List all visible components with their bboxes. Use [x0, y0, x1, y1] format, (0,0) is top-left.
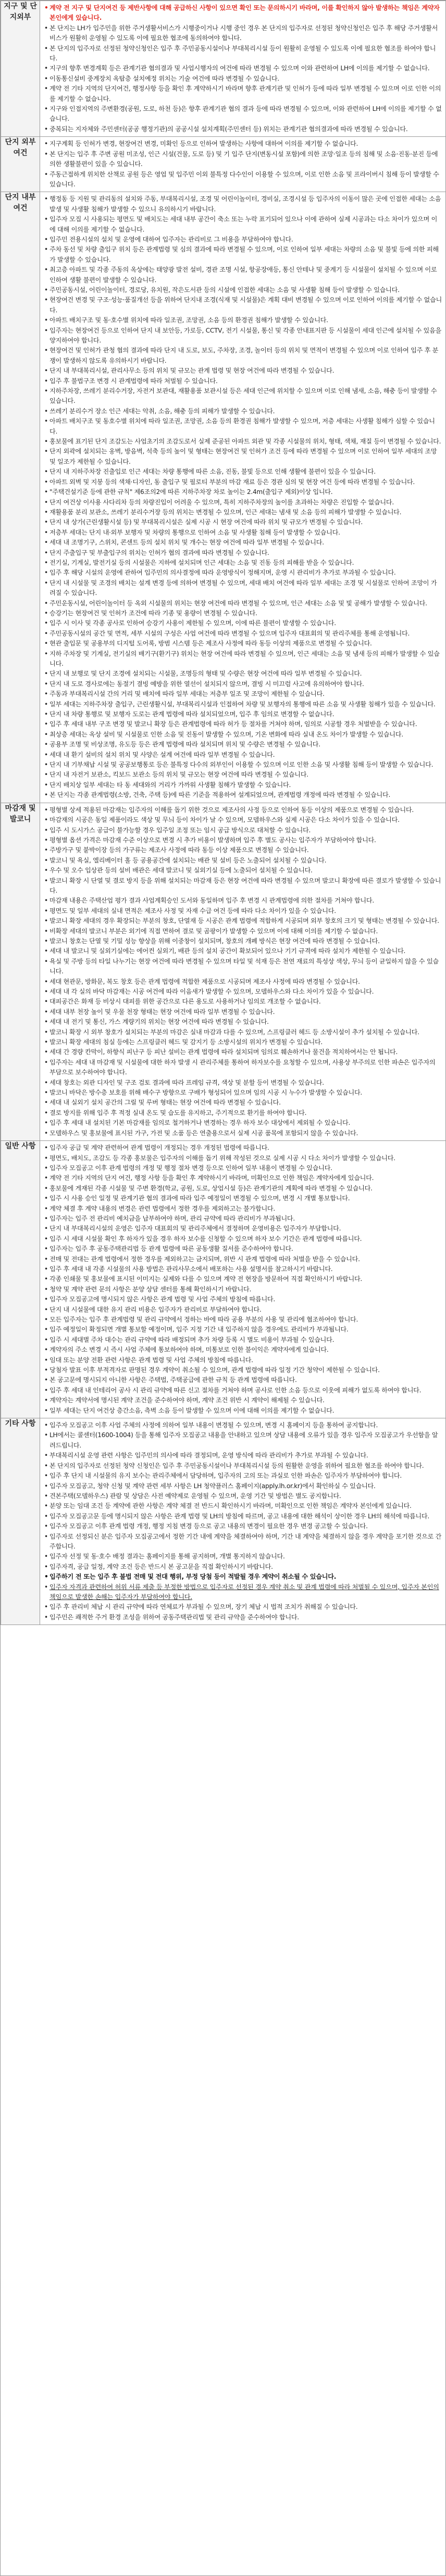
notice-item: • 일부 세대는 단지 여건상 층간소음, 측벽 소음 등이 발생할 수 있으며 이에 대해 이의를 제기할 수 없습니다.	[44, 1406, 442, 1416]
notice-item: • 본 단지는 LH가 입주민을 위한 주거생활서비스가 시행중이거나 시행 중인 경우 본 단지의 입주자로 선정된 청약신청인은 입주 후 해당 주거생활서비스가 원활히 운영될 수 있도록 이에 필요한 협조에 동의하여야 합니다.	[44, 23, 442, 44]
notice-item: • 입주 시 세대별 주차 대수는 관리 규약에 따라 배정되며 추가 차량 등록 시 별도 비용이 부과될 수 있습니다.	[44, 1335, 442, 1345]
notice-item: • 입주자 모집공고문 등에 명시되지 않은 사항은 관계 법령 및 LH의 방침에 따르며, 공고 내용에 대한 해석이 상이한 경우 LH의 해석에 따릅니다.	[44, 1512, 442, 1521]
section-row-finish	[1, 803, 446, 1140]
notice-item: • 세대 내부 천장 높이 및 우물 천장 형태는 현장 여건에 따라 일부 변경될 수 있습니다.	[44, 1007, 442, 1017]
notice-item: • 단지 내 차량 통행로 및 보행자 도로는 관계 법령에 따라 설치되었으며, 입주 후 임의로 변경할 수 없습니다.	[44, 709, 442, 719]
notice-item: • LH에서는 콜센터(1600-1004) 등을 통해 입주자 모집공고 내용을 안내하고 있으며 상담 내용에 오류가 있을 경우 입주자 모집공고가 우선함을 알려드립니다.	[44, 1430, 442, 1451]
notice-item: • 단지 내 도로 경사로에는 동절기 결빙 예방을 위한 열선이 설치되지 않으며, 결빙 시 미끄럼 사고에 유의하여야 합니다.	[44, 679, 442, 689]
notice-item: • 단지 내 시설물에 대한 유지 관리 비용은 입주자가 관리비로 부담하여야 합니다.	[44, 1305, 442, 1315]
notice-item: • 마감재의 시공은 동일 제품이라도 색상 및 무늬 등이 차이가 날 수 있으며, 모델하우스와 실제 시공은 다소 차이가 있을 수 있습니다.	[44, 815, 442, 825]
notice-item: • 세대 내 각 실의 바닥 마감재는 시공 여건에 따라 이음새가 발생할 수 있으며, 모델하우스와 다소 차이가 있을 수 있습니다.	[44, 987, 442, 997]
notice-item: • 최고층 아파트 및 각종 주동의 옥상에는 태양광 발전 설비, 경관 조명 시설, 항공장애등, 통신 안테나 및 중계기 등 시설물이 설치될 수 있으며 이로 인하여 생활 불편이 발생할 수 있습니다.	[44, 265, 442, 285]
notice-item: • 전매 및 전대는 관계 법령에서 정한 경우를 제외하고는 금지되며, 위반 시 관계 법령에 따라 처벌을 받을 수 있습니다.	[44, 1254, 442, 1264]
notice-item: • 입주민 전용시설의 설치 및 운영에 대하여 입주자는 관리비로 그 비용을 부담하여야 합니다.	[44, 235, 442, 245]
notice-table	[1, 1, 446, 1625]
notice-item: • 입주자 모집공고, 청약 신청 및 계약 관련 세부 사항은 LH 청약플러스 홈페이지(apply.lh.or.kr)에서 확인하실 수 있습니다.	[44, 1481, 442, 1491]
notice-item: • 입주자 모집공고 이후 관계 법령 개정, 행정 지침 변경 등으로 공고 내용의 변경이 필요한 경우 변경 공고할 수 있습니다.	[44, 1521, 442, 1531]
notice-item: • 세대 내 실외기 설치 공간의 그릴 및 루버 형태는 현장 여건에 따라 변경될 수 있습니다.	[44, 1098, 442, 1108]
section-title: 기타 사항	[1, 1418, 40, 1625]
notice-item: • 평형별 옵션 가격은 마감재 수준 이상으로 변경 시 추가 비용이 발생하며 입주 후 별도 공사는 입주자가 부담하여야 합니다.	[44, 835, 442, 845]
section-row-outer	[1, 137, 446, 192]
section-body	[40, 137, 446, 192]
notice-item: • 계약자의 주소 변경 시 즉시 사업 주체에 통보하여야 하며, 미통보로 인한 불이익은 계약자에게 있습니다.	[44, 1345, 442, 1355]
notice-item: • 입주자로 선정되신 분은 입주자 모집공고에서 정한 기간 내에 계약을 체결하여야 하며, 기간 내 계약을 체결하지 않을 경우 계약을 포기한 것으로 간주합니다.	[44, 1532, 442, 1552]
notice-item: • 아파트 배치구조 및 동·호수별 위치에 따라 일조권, 조망권, 소음 등의 환경권 침해가 발생할 수 있습니다.	[44, 315, 442, 325]
notice-item: • 최상층 세대는 옥상 설비 및 시설물로 인한 소음 및 진동이 발생할 수 있으며, 기온 변화에 따라 실내 온도 차이가 발생할 수 있습니다.	[44, 730, 442, 740]
notice-item: • 본 단지의 입주자로 선정된 청약신청인은 입주 후 주민공동시설이나 부대복리시설 등이 원활히 운영될 수 있도록 이에 필요한 협조를 하여야 합니다.	[44, 44, 442, 64]
notice-item: • 입주 예정일이 확정되면 개별 통보할 예정이며, 입주 지정 기간 내 입주하지 않을 경우에도 관리비가 부과됩니다.	[44, 1325, 442, 1335]
notice-item: • 세대 내 발코니 및 실외기실에는 에어컨 실외기, 배관 등의 설치 공간이 확보되어 있으나 기기 규격에 따라 설치가 제한될 수 있습니다.	[44, 946, 442, 956]
section-row-general	[1, 1141, 446, 1418]
notice-item: • 단지 주출입구 및 부출입구의 위치는 인허가 협의 결과에 따라 변경될 수 있습니다.	[44, 548, 442, 558]
notice-item: • 입주 후 해당 시설의 운영에 관하여 입주민의 의사결정에 따라 운영방식이 정해지며, 운영 시 관리비가 추가로 부과될 수 있습니다.	[44, 568, 442, 578]
notice-item: • 계약 체결 후 계약 내용의 변경은 관련 법령에서 정한 경우를 제외하고는 불가합니다.	[44, 1204, 442, 1214]
notice-item: • 입주자 모집 시 사용되는 평면도 및 배치도는 세대 내부 공간이 축소 또는 누락 표기되어 있으나 이에 관하여 실제 시공과는 다소 차이가 있으며 이에 대해 이의를 제기할 수 없습니다.	[44, 214, 442, 235]
notice-item: • 주민공동시설의 공간 및 면적, 세부 시설의 구성은 사업 여건에 따라 변경될 수 있으며 입주자 대표회의 및 관리주체를 통해 운영됩니다.	[44, 629, 442, 639]
notice-item: • 주동근접하게 위치한 산책로 공원 등은 영업 및 입주민 이외 불특정 다수인이 이용할 수 있으며, 이로 인한 소음 및 프라이버시 침해 등이 발생할 수 있습니다.	[44, 170, 442, 190]
section-body	[40, 1, 446, 137]
notice-item: • 세대 간 경량 칸막이, 하향식 피난구 등 피난 설비는 관계 법령에 따라 설치되며 임의로 훼손하거나 물건을 적치하여서는 안 됩니다.	[44, 1047, 442, 1057]
notice-item: • 단지 내 자전거 보관소, 킥보드 보관소 등의 위치 및 규모는 현장 여건에 따라 변경될 수 있습니다.	[44, 770, 442, 780]
notice-item: • 단지 내 보행로 및 단지 조경에 설치되는 시설물, 조명등의 형태 및 수량은 현장 여건에 따라 일부 변경될 수 있습니다.	[44, 669, 442, 679]
notice-item: • 단지 내 상가(근린생활시설 등) 및 부대복리시설은 실제 시공 시 현장 여건에 따라 위치 및 규모가 변경될 수 있습니다.	[44, 517, 442, 527]
notice-item: • 단지 내 부대복리시설, 관리사무소 등의 위치 및 규모는 관계 법령 및 현장 여건에 따라 변경될 수 있습니다.	[44, 366, 442, 376]
notice-item: • 현장여건 및 인허가 관청 협의 결과에 따라 단지 내 도로, 보도, 주차장, 조경, 놀이터 등의 위치 및 면적이 변경될 수 있으며 이로 인하여 입주 후 분쟁이 발생하지 않도록 유의하시기 바랍니다.	[44, 346, 442, 366]
notice-item: • 평형별 상세 적용된 마감재는 입주자의 이해를 돕기 위한 것으로 제조사의 사정 등으로 인하여 동등 이상의 제품으로 변경될 수 있습니다.	[44, 805, 442, 815]
notice-item: • 입주자 모집공고 이후 사업 주체의 사정에 의하여 일부 내용이 변경될 수 있으며, 변경 시 홈페이지 등을 통하여 공지합니다.	[44, 1420, 442, 1430]
section-body	[40, 1418, 446, 1625]
notice-item: • 저층부 세대는 단지 내·외부 보행자 및 차량의 통행으로 인하여 소음 및 사생활 침해 등이 발생할 수 있습니다.	[44, 528, 442, 538]
notice-item: • 아파트 외벽 및 지붕 등의 색채·디자인, 동 출입구 및 필로티 부분의 마감 재료 등은 경관 심의 및 현장 여건 등에 따라 변경될 수 있습니다.	[44, 477, 442, 487]
notice-item: • 세대 현관문, 방화문, 복도 창호 등은 관계 법령에 적합한 제품으로 시공되며 제조사 사정에 따라 변경될 수 있습니다.	[44, 977, 442, 987]
notice-item: • 주민공동시설, 어린이놀이터, 경로당, 유치원, 작은도서관 등의 시설에 인접한 세대는 소음 및 사생활 침해 등이 발생할 수 있습니다.	[44, 285, 442, 295]
notice-item: • 단지 내 지하주차장 진출입로 인근 세대는 차량 통행에 따른 소음, 진동, 불빛 등으로 인해 생활에 불편이 있을 수 있습니다.	[44, 467, 442, 477]
notice-item: • 중복되는 지자체와 주민센터(공공 행정기관)의 공공시설 설치계획(주민센터 등) 위치는 관계기관 협의결과에 따라 변경될 수 있습니다.	[44, 124, 442, 134]
section-body	[40, 803, 446, 1140]
notice-item: • 입주 시 세대 시설물 확인 후 하자가 있을 경우 하자 보수를 신청할 수 있으며 하자 보수 기간은 관계 법령에 따릅니다.	[44, 1234, 442, 1244]
notice-item: • 본 단지는 입주 후 주변 공원 미조성, 인근 시설(건물, 도로 등) 및 기 입주 단지(변동시설 포함)에 의한 조망·일조 등의 침해 및 소음·진동·분진 등에 의한 생활불편이 있을 수 있습니다.	[44, 149, 442, 170]
notice-item: • 계약자는 계약서에 명시된 계약 조건을 준수하여야 하며, 계약 조건 위반 시 계약이 해제될 수 있습니다.	[44, 1395, 442, 1405]
notice-item: • 입주자 자격과 관련하여 허위 서류 제출 등 부정한 방법으로 입주자로 선정된 경우 계약 취소 및 관계 법령에 따라 처벌될 수 있으며, 입주자 본인의 책임으로 발생한 손해는 입주자가 부담하여야 합니다.	[44, 1582, 442, 1603]
notice-item: • 단지 내 기부채납 시설 및 공공보행통로 등은 불특정 다수의 외부인이 이용할 수 있으며 이로 인한 소음 및 사생활 침해 등이 발생할 수 있습니다.	[44, 760, 442, 770]
notice-item: • 입주 후 세대 내부 구조 변경 및 발코니 확장 등은 관계법령에 따라 허가 등 절차를 거쳐야 하며, 임의로 시공할 경우 처벌받을 수 있습니다.	[44, 719, 442, 729]
notice-item: • 승강기는 현장여건 및 인허가 조건에 따라 기종 및 용량이 변경될 수 있습니다.	[44, 608, 442, 618]
notice-item: • 입주자 공급 및 계약 관련하여 관계 법령이 개정되는 경우 개정된 법령에 따릅니다.	[44, 1143, 442, 1153]
notice-item: • 공용부 조명 및 비상조명, 유도등 등은 관계 법령에 따라 설치되며 위치 및 수량은 변경될 수 있습니다.	[44, 740, 442, 750]
notice-item: • 입주 시 이사 및 각종 공사로 인하여 승강기 사용이 제한될 수 있으며, 이에 따른 불편이 발생할 수 있습니다.	[44, 618, 442, 628]
notice-item: • 세대 창호는 외관 디자인 및 구조 검토 결과에 따라 프레임 규격, 색상 및 분할 등이 변경될 수 있습니다.	[44, 1078, 442, 1088]
notice-item: • 부대복리시설 운영 관련 사항은 입주민의 의사에 따라 결정되며, 운영 방식에 따라 관리비가 추가로 부과될 수 있습니다.	[44, 1451, 442, 1461]
notice-item: • 입주 시 도시가스 공급이 불가능할 경우 입주일 조정 또는 임시 공급 방식으로 대처할 수 있습니다.	[44, 826, 442, 835]
notice-item: • 단지 내 시설물 및 조경의 배치는 설계 변경 등에 의하여 변경될 수 있으며, 세대 배치 여건에 따라 일부 세대는 조경 및 시설물로 인하여 조망이 가려질 수 있습니다.	[44, 578, 442, 599]
notice-item: • 세대 내 조명기구, 스위치, 콘센트 등의 설치 위치 및 개수는 현장 여건에 따라 일부 변경될 수 있습니다.	[44, 538, 442, 548]
notice-item: • 입주 시 사용 승인 일정 및 관계기관 협의 결과에 따라 입주 예정일이 변경될 수 있으며, 변경 시 개별 통보합니다.	[44, 1194, 442, 1203]
notice-item: • 쓰레기 분리수거 장소 인근 세대는 악취, 소음, 해충 등의 피해가 발생할 수 있습니다.	[44, 407, 442, 416]
notice-item: • 입주민은 쾌적한 주거 환경 조성을 위하여 공동주택관리법 및 관리 규약을 준수하여야 합니다.	[44, 1613, 442, 1622]
notice-item: • 현관 출입문 및 공용부의 디지털 도어록, 방범 시스템 등은 제조사 사정에 따라 동등 이상의 제품으로 변경될 수 있습니다.	[44, 639, 442, 649]
notice-item: • 분양 또는 임대 조건 등 계약에 관한 사항은 계약 체결 전 반드시 확인하시기 바라며, 미확인으로 인한 책임은 계약자 본인에게 있습니다.	[44, 1501, 442, 1511]
section-row-location	[1, 1, 446, 137]
notice-item: • 대피공간은 화재 등 비상시 대피를 위한 공간으로 다른 용도로 사용하거나 임의로 개조할 수 없습니다.	[44, 997, 442, 1007]
notice-item: • 계약 전 기타 지역의 단지 여건, 행정 사항 등을 확인 후 계약하시기 바라며, 미확인으로 인한 책임은 계약자에게 있습니다.	[44, 1173, 442, 1183]
notice-item: • 입주 후 관리비 체납 시 관리 규약에 따라 연체료가 부과될 수 있으며, 장기 체납 시 법적 조치가 취해질 수 있습니다.	[44, 1602, 442, 1612]
notice-item: • 발코니 확장 세대의 침실 등에는 스프링클러 헤드 및 감지기 등 소방시설의 위치가 변경될 수 있습니다.	[44, 1037, 442, 1047]
notice-item: • 단지 여건상 이사용 사다리차 등의 차량진입이 어려울 수 있으며, 특히 지하주차장의 높이를 초과하는 차량은 진입할 수 없습니다.	[44, 498, 442, 507]
notice-item: • 지구의 향후 변경계획 등은 관계기관 협의결과 및 사업시행자의 여건에 따라 변경될 수 있으며 이와 관련하여 LH에 이의를 제기할 수 없습니다.	[44, 64, 442, 73]
notice-item: • 아파트 배치구조 및 동호수별 위치에 따라 일조권, 조망권, 소음 등의 환경권 침해가 발생할 수 있으며, 저층 세대는 사생활 침해가 심할 수 있습니다.	[44, 416, 442, 437]
notice-item: • 욕실 및 주방 등의 타일 나누기는 현장 여건에 따라 변경될 수 있으며 타일 및 석재 등은 천연 재료의 특성상 색상, 무늬 등이 균일하지 않을 수 있습니다.	[44, 957, 442, 977]
notice-item: • 단지 외곽에 설치되는 옹벽, 방음벽, 석축 등의 높이 및 형태는 현장여건 및 인허가 조건 등에 따라 변경될 수 있으며 이로 인하여 일부 세대의 조망 및 일조가 제한될 수 있습니다.	[44, 447, 442, 467]
notice-item: • 견본주택(모델하우스) 관람 및 상담은 사전 예약제로 운영될 수 있으며, 운영 기간 및 방법은 별도 공지합니다.	[44, 1491, 442, 1501]
notice-item: • 입주하기 전 또는 입주 후 불법 전매 및 전대 행위, 부정 당첨 등이 적발될 경우 계약이 취소될 수 있습니다.	[44, 1572, 442, 1582]
section-body	[40, 1141, 446, 1418]
section-row-etc	[1, 1418, 446, 1625]
notice-item: • 지구와 인접지역의 주변환경(공원, 도로, 하천 등)은 향후 관계기관 협의 결과 등에 따라 변경될 수 있으며, 이와 관련하여 LH에 이의를 제기할 수 없습니다.	[44, 104, 442, 124]
notice-item: • 입주자 선정 및 동·호수 배정 결과는 홈페이지를 통해 공지하며, 개별 통지하지 않습니다.	[44, 1552, 442, 1562]
notice-item: • 홍보물에 게재된 각종 시설물 및 주변 환경(학교, 공원, 도로, 상업시설 등)은 관계기관의 계획에 따라 변경될 수 있습니다.	[44, 1184, 442, 1194]
notice-item: • 본 단지는 각종 관계법령(소방, 건축, 주택 등)에 따른 기준을 적용하여 설계되었으며, 관계법령 개정에 따라 변경될 수 있습니다.	[44, 790, 442, 800]
notice-item: • "주택건설기준 등에 관한 규칙" 제6조의2에 따른 지하주차장 차로 높이는 2.4m(출입구 제외)이상 입니다.	[44, 487, 442, 497]
notice-item: • 전기실, 기계실, 발전기실 등의 시설물은 지하에 설치되며 인근 세대는 소음 및 진동 등의 피해를 받을 수 있습니다.	[44, 558, 442, 568]
notice-item: • 계약 전 지구 및 단지여건 등 제반사항에 대해 공급하신 사항이 있으면 확인 또는 문의하시기 바라며, 이를 확인하지 않아 발생하는 책임은 계약자 본인에게 있습니다.	[44, 3, 442, 23]
notice-item: • 평면도, 배치도, 조감도 등 각종 홍보물은 입주자의 이해를 돕기 위해 작성된 것으로 실제 시공 시 다소 차이가 발생할 수 있습니다.	[44, 1153, 442, 1163]
notice-item: • 계약 전 기타 지역의 단지여건, 행정사항 등을 확인 후 계약하시기 바라며 향후 관계기관 및 인허가 등에 따라 일부 변경될 수 있으며 이로 인한 이의를 제기할 수 없습니다.	[44, 84, 442, 104]
notice-item: • 입주 후 불법구조 변경 시 관계법령에 따라 처벌될 수 있습니다.	[44, 376, 442, 386]
notice-item: • 발코니 창호는 단열 및 기밀 성능 향상을 위해 이중창이 설치되며, 창호의 개폐 방식은 현장 여건에 따라 변경될 수 있습니다.	[44, 936, 442, 946]
notice-item: • 입주 후 세대 내 각종 시설물의 사용 방법은 관리사무소에서 배포하는 사용 설명서를 참고하시기 바랍니다.	[44, 1264, 442, 1274]
notice-item: • 입주자는 입주 전 관리비 예치금을 납부하여야 하며, 관리 규약에 따라 관리비가 부과됩니다.	[44, 1214, 442, 1224]
notice-item: • 당첨자 발표 이후 부적격자로 판명된 경우 계약이 취소될 수 있으며, 관계 법령에 따라 일정 기간 청약이 제한될 수 있습니다.	[44, 1365, 442, 1375]
section-body	[40, 192, 446, 803]
notice-item: • 지하주차장, 쓰레기 분리수거장, 자전거 보관대, 재활용품 보관시설 등은 세대 인근에 위치할 수 있으며 이로 인해 냄새, 소음, 해충 등이 발생할 수 있습니다.	[44, 386, 442, 407]
notice-item: • 발코니 확장 세대의 경우 확장되는 부분의 창호, 단열재 등 시공은 관계 법령에 적합하게 시공되며 외부 창호의 크기 및 형태는 변경될 수 있습니다.	[44, 916, 442, 926]
notice-item: • 입주자는 입주 후 공동주택관리법 등 관계 법령에 따른 공동생활 질서를 준수하여야 합니다.	[44, 1244, 442, 1254]
notice-item: • 단지 내 부대복리시설의 운영은 입주자 대표회의 및 관리주체에서 결정하며 운영비용은 입주자가 부담합니다.	[44, 1224, 442, 1234]
section-title: 마감재 및 발코니	[1, 803, 40, 1140]
notice-item: • 단지 배치상 일부 세대는 타 동 세대와의 거리가 가까워 사생활 침해가 발생할 수 있습니다.	[44, 780, 442, 790]
notice-item: • 세대 내 전기 및 통신, 가스 계량기의 위치는 현장 여건에 따라 변경될 수 있습니다.	[44, 1017, 442, 1027]
notice-item: • 입주 후 세대 내 설치된 기본 마감재를 임의로 철거하거나 변경하는 경우 하자 보수 대상에서 제외될 수 있습니다.	[44, 1118, 442, 1128]
notice-item: • 임대 또는 분양 전환 관련 사항은 관계 법령 및 사업 주체의 방침에 따릅니다.	[44, 1355, 442, 1365]
notice-item: • 모든 입주자는 입주 후 관계법령 및 관리 규약에서 정하는 바에 따라 공용 부분의 사용 및 관리에 협조하여야 합니다.	[44, 1315, 442, 1325]
notice-item: • 입주자 모집공고 이후 관계 법령의 개정 및 행정 절차 변경 등으로 인하여 일부 내용이 변경될 수 있습니다.	[44, 1163, 442, 1173]
section-title: 지구 및 단지외부	[1, 1, 40, 137]
notice-item: • 홍보물에 표기된 단지 조감도는 사업초기의 조감도로서 실제 준공된 아파트 외관 및 각종 시설물의 위치, 형태, 색채, 재질 등이 변경될 수 있습니다.	[44, 437, 442, 447]
notice-item: • 청약 및 계약 관련 문의 사항은 분양 상담 센터를 통해 확인하시기 바랍니다.	[44, 1285, 442, 1295]
notice-item: • 모델하우스 및 홍보물에 표시된 가구, 가전 및 소품 등은 연출용으로서 실제 시공 품목에 포함되지 않을 수 있습니다.	[44, 1128, 442, 1138]
notice-item: • 우수 및 오수 입상관 등의 설비 배관은 세대 발코니 및 실외기실 등에 노출되어 설치될 수 있습니다.	[44, 866, 442, 875]
notice-item: • 행정동 등 지원 및 관리동의 설치와 주동, 부대복리시설, 조경 및 어린이놀이터, 경비실, 조경시설 등 입주자의 이동이 많은 곳에 인접한 세대는 소음 발생 및 사생활 침해가 발생할 수 있으니 유의하시기 바랍니다.	[44, 194, 442, 214]
notice-item: • 입주자 모집공고에 명시되지 않은 사항은 관계 법령 및 사업 주체의 방침에 따릅니다.	[44, 1295, 442, 1304]
notice-item: • 입주자격, 공급 일정, 계약 조건 등은 반드시 본 공고문을 직접 확인하시기 바랍니다.	[44, 1562, 442, 1572]
notice-item: • 재활용품 분리 보관소, 쓰레기 분리수거장 등의 위치는 변경될 수 있으며, 인근 세대는 냄새 및 소음 등의 피해가 발생할 수 있습니다.	[44, 507, 442, 517]
notice-item: • 입주 후 단지 내 시설물의 유지 보수는 관리주체에서 담당하며, 입주자의 고의 또는 과실로 인한 파손은 입주자가 부담하여야 합니다.	[44, 1471, 442, 1481]
notice-item: • 주동과 부대복리시설 간의 거리 및 배치에 따라 일부 세대는 저층부 일조 및 조망이 제한될 수 있습니다.	[44, 689, 442, 699]
notice-item: • 입주자는 세대 내 마감재 및 시설물에 대한 하자 발생 시 관리주체를 통하여 하자보수를 요청할 수 있으며, 사용상 부주의로 인한 파손은 입주자의 부담으로 보수하여야 합니다.	[44, 1058, 442, 1078]
notice-item: • 입주 후 세대 내 인테리어 공사 시 관리 규약에 따른 신고 절차를 거쳐야 하며 공사로 인한 소음 등으로 이웃에 피해가 없도록 하여야 합니다.	[44, 1386, 442, 1395]
notice-item: • 주차 동선 및 차량 출입구 위치 등은 관계법령 및 심의 결과에 따라 변경될 수 있으며, 이로 인하여 일부 세대는 차량의 소음 및 불빛 등에 의한 피해가 발생할 수 있습니다.	[44, 245, 442, 265]
notice-item: • 본 단지의 입주자로 선정된 청약 신청인은 입주 후 주민공동시설이나 부대복리시설 등의 원활한 운영을 위하여 필요한 협조를 하여야 합니다.	[44, 1461, 442, 1471]
notice-item: • 현장여건 변경 및 구조·성능·품질개선 등을 위하여 단지내 조경(식재 및 시설물)은 계획 대비 변경될 수 있으며 이로 인하여 이의를 제기할 수 없습니다.	[44, 295, 442, 315]
notice-item: • 마감재 내용은 주택산업 평가 결과 사업계획승인 도서와 동일하며 입주 후 변경 시 관계법령에 의한 절차를 거쳐야 합니다.	[44, 896, 442, 906]
section-row-inner	[1, 192, 446, 803]
notice-item: • 이동통신설비 중계장치 옥탑층 설치예정 위치는 기술 여건에 따라 변경될 수 있습니다.	[44, 74, 442, 84]
section-title: 단지 외부 여건	[1, 137, 40, 192]
notice-item: • 지하 주차장 및 기계실, 전기실의 배기구(환기구) 위치는 현장 여건에 따라 변경될 수 있으며, 인근 세대는 소음 및 냄새 등의 피해가 발생할 수 있습니다.	[44, 649, 442, 669]
notice-item: • 결로 방지를 위해 입주 후 적정 실내 온도 및 습도를 유지하고, 주기적으로 환기를 하여야 합니다.	[44, 1108, 442, 1118]
notice-item: • 평면도 및 일부 세대의 실내 면적은 제조사 사정 및 자재 수급 여건 등에 따라 다소 차이가 있을 수 있습니다.	[44, 906, 442, 916]
notice-item: • 주방가구 및 붙박이장 등의 가구류는 제조사 사정에 따라 동등 이상 제품으로 변경될 수 있습니다.	[44, 845, 442, 855]
notice-item: • 지구계획 등 인허가 변경, 현장여건 변경, 미확인 등으로 인하여 발생하는 사항에 대하여 이의를 제기할 수 없습니다.	[44, 139, 442, 149]
section-title: 단지 내부 여건	[1, 192, 40, 803]
notice-item: • 일부 세대는 지하주차장 출입구, 근린생활시설, 부대복리시설과 인접하여 차량 및 보행자의 통행에 따른 소음 및 사생활 침해가 있을 수 있습니다.	[44, 700, 442, 709]
notice-item: • 발코니 확장 시 외부 창호가 설치되는 부분의 마감은 실내 마감과 다를 수 있으며, 스프링클러 헤드 등 소방시설이 추가 설치될 수 있습니다.	[44, 1027, 442, 1037]
notice-item: • 입주자는 현장여건 등으로 인하여 단지 내 보안등, 가로등, CCTV, 전기 시설물, 통신 및 각종 안내표지판 등 시설물이 세대 인근에 설치될 수 있음을 양지하여야 합니다.	[44, 326, 442, 346]
notice-item: • 발코니 및 욕실, 엘리베이터 홀 등 공용공간에 설치되는 배관 및 설비 등은 노출되어 설치될 수 있습니다.	[44, 856, 442, 866]
notice-item: • 본 공고문에 명시되지 아니한 사항은 주택법, 주택공급에 관한 규칙 등 관계 법령에 따릅니다.	[44, 1375, 442, 1385]
section-title: 일반 사항	[1, 1141, 40, 1418]
notice-item: • 각종 인쇄물 및 홍보물에 표시된 이미지는 실제와 다를 수 있으며 계약 전 현장을 방문하여 직접 확인하시기 바랍니다.	[44, 1274, 442, 1284]
notice-item: • 발코니 확장 시 단열 및 결로 방지 등을 위해 설치되는 마감재 등은 현장 여건에 따라 변경될 수 있으며 발코니 확장에 따른 결로가 발생할 수 있습니다.	[44, 876, 442, 896]
notice-item: • 주민운동시설, 어린이놀이터 등 옥외 시설물의 위치는 현장 여건에 따라 변경될 수 있으며, 인근 세대는 소음 및 빛 공해가 발생할 수 있습니다.	[44, 599, 442, 608]
notice-item: • 세대 내 환기 설비의 설치 위치 및 사양은 설계 여건에 따라 일부 변경될 수 있습니다.	[44, 750, 442, 760]
notice-item: • 발코니 바닥은 방수층 보호를 위해 배수구 방향으로 구배가 형성되어 있으며 임의 시공 시 누수가 발생할 수 있습니다.	[44, 1088, 442, 1098]
notice-item: • 비확장 세대의 발코니 부분은 외기에 직접 면하여 결로 및 곰팡이가 발생할 수 있으며 이에 대해 이의를 제기할 수 없습니다.	[44, 927, 442, 936]
